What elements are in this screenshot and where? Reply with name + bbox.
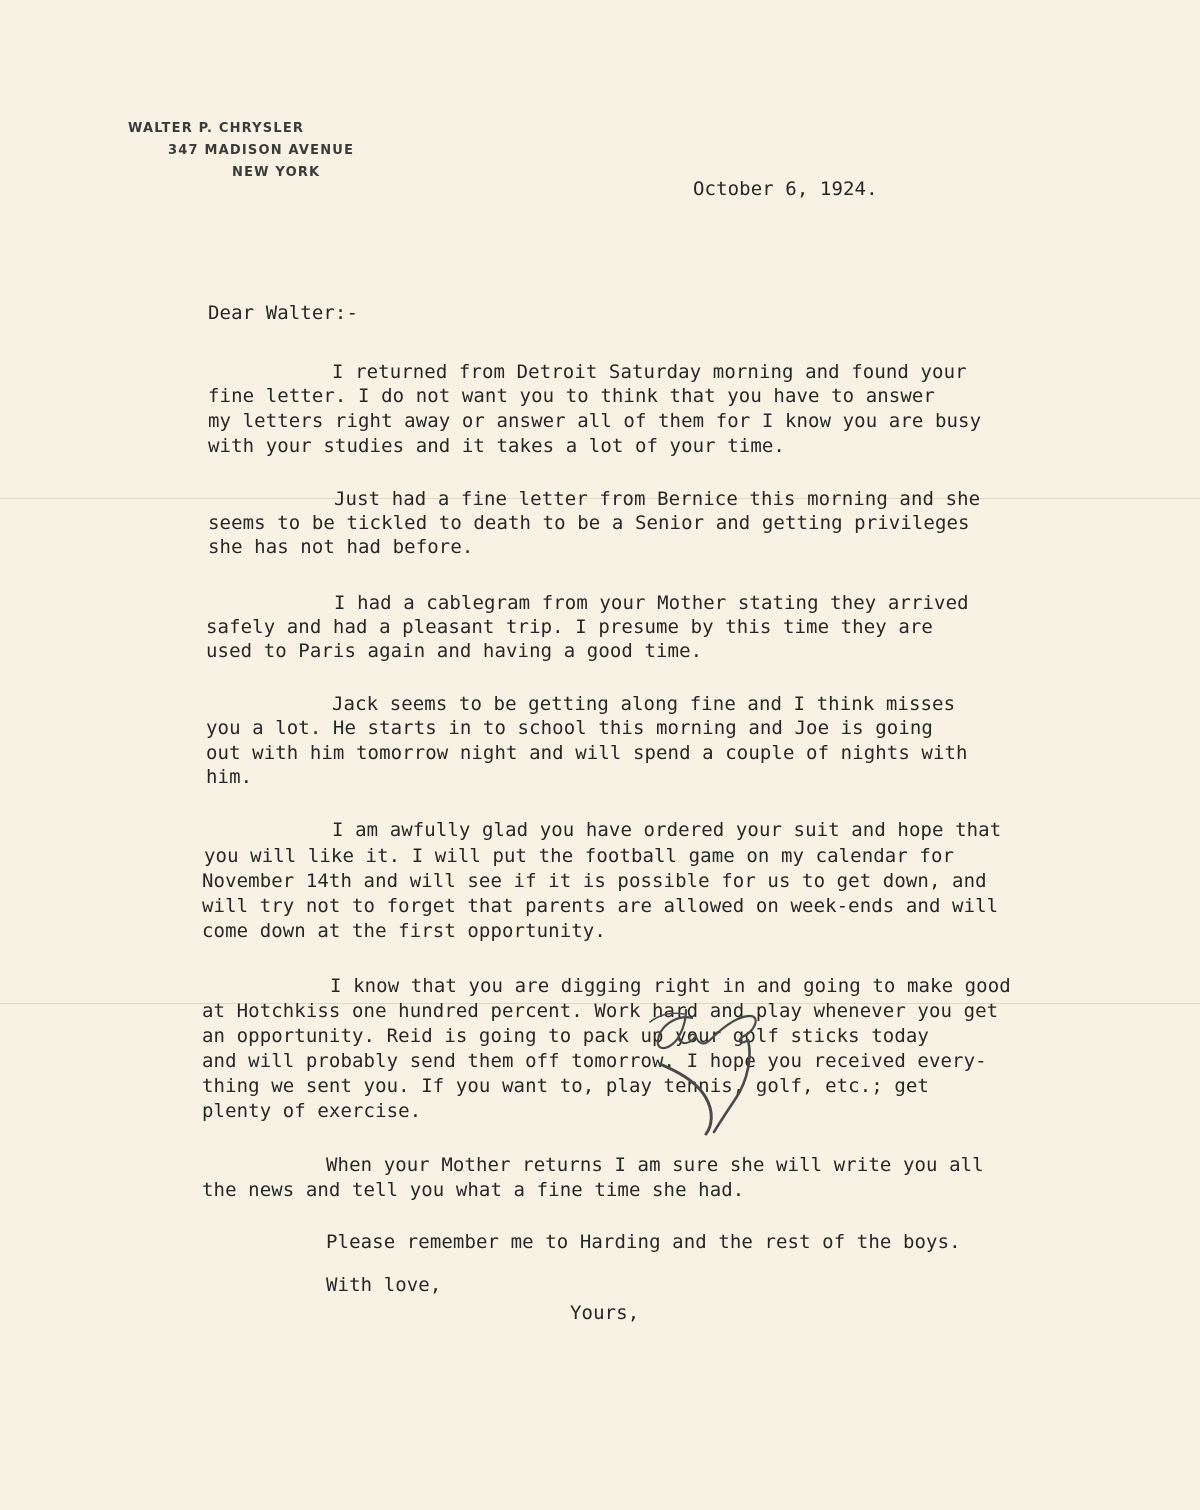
letter-date: October 6, 1924.	[693, 178, 878, 200]
letterhead-city: NEW YORK	[232, 165, 321, 180]
signature-dad	[640, 1000, 800, 1140]
body-line: thing we sent you. If you want to, play tennis, golf, etc.; get	[202, 1075, 929, 1097]
body-line: an opportunity. Reid is going to pack up your golf sticks today	[202, 1025, 929, 1047]
body-line: him.	[206, 766, 253, 788]
body-line: Jack seems to be getting along fine and I think misses	[332, 693, 956, 715]
body-line: I returned from Detroit Saturday morning and found your	[332, 361, 967, 383]
letterhead-address: 347 MADISON AVENUE	[168, 143, 355, 158]
body-line: fine letter. I do not want you to think that you have to answer	[208, 385, 935, 407]
body-line: November 14th and will see if it is possible for us to get down, and	[202, 870, 987, 892]
valediction: Yours,	[570, 1302, 640, 1324]
body-line: plenty of exercise.	[202, 1100, 422, 1122]
body-line: When your Mother returns I am sure she will write you all	[326, 1154, 984, 1176]
body-line: and will probably send them off tomorrow. I hope you received every-	[202, 1050, 987, 1072]
body-line: I know that you are digging right in and going to make good	[330, 975, 1011, 997]
body-line: you will like it. I will put the football game on my calendar for	[204, 845, 955, 867]
body-line: will try not to forget that parents are allowed on week-ends and will	[202, 895, 999, 917]
body-line: come down at the first opportunity.	[202, 920, 606, 942]
body-line: Just had a fine letter from Bernice this morning and she	[334, 488, 981, 510]
body-line: safely and had a pleasant trip. I presume by this time they are	[206, 616, 933, 638]
body-line: out with him tomorrow night and will spend a couple of nights with	[206, 742, 968, 764]
body-line: you a lot. He starts in to school this morning and Joe is going	[206, 717, 933, 739]
body-line: at Hotchkiss one hundred percent. Work hard and play whenever you get	[202, 1000, 999, 1022]
body-line: she has not had before.	[208, 536, 474, 558]
salutation: Dear Walter:-	[208, 302, 359, 324]
body-line: I am awfully glad you have ordered your suit and hope that	[332, 819, 1002, 841]
body-line: Please remember me to Harding and the rest of the boys.	[326, 1231, 961, 1253]
body-line: the news and tell you what a fine time she had.	[202, 1179, 745, 1201]
closing: With love,	[326, 1274, 442, 1296]
body-line: used to Paris again and having a good time.	[206, 640, 703, 662]
body-line: with your studies and it takes a lot of your time.	[208, 435, 785, 457]
body-line: seems to be tickled to death to be a Senior and getting privileges	[208, 512, 970, 534]
body-line: I had a cablegram from your Mother stating they arrived	[334, 592, 969, 614]
letterhead-name: WALTER P. CHRYSLER	[128, 121, 305, 136]
body-line: my letters right away or answer all of them for I know you are busy	[208, 410, 982, 432]
